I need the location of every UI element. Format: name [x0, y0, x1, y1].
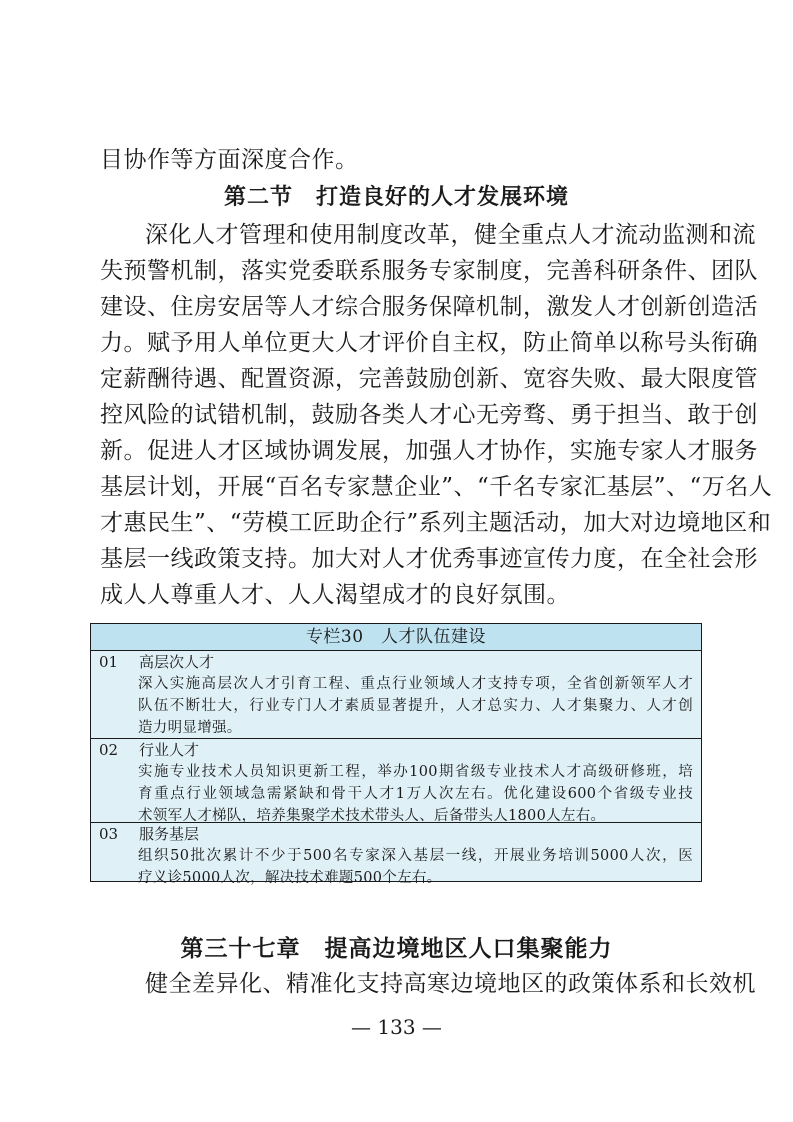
- paragraph-line: 新。促进人才区域协调发展，加强人才协作，实施专家人才服务: [100, 438, 758, 464]
- box-item-header: [91, 651, 701, 673]
- paragraph-line: 基层计划，开展“百名专家慧企业”、“千名专家汇基层”、“万名人: [100, 474, 773, 500]
- page-number: — 133 —: [351, 1015, 442, 1039]
- box-item-header: [91, 823, 701, 845]
- box-item: [91, 823, 701, 886]
- box-item-line: 队伍不断壮大，行业专门人才素质显著提升，人才总实力、人才集聚力、人才创: [138, 698, 693, 714]
- section-heading: 第二节 打造良好的人才发展环境: [223, 184, 569, 210]
- paragraph-line: 深化人才管理和使用制度改革，健全重点人才流动监测和流: [145, 222, 756, 248]
- box-item-header: [91, 739, 701, 761]
- box-item-line: 实施专业技术人员知识更新工程，举办100期省级专业技术人才高级研修班，培: [138, 764, 693, 780]
- paragraph-line: 基层一线政策支持。加大对人才优秀事迹宣传力度，在全社会形: [100, 546, 758, 572]
- paragraph-line: 定薪酬待遇、配置资源，完善鼓励创新、宽容失败、最大限度管: [100, 366, 758, 392]
- box-item-title: 服务基层: [139, 825, 200, 843]
- box-item-number: 01: [99, 653, 119, 671]
- box-item-line: 术领军人才梯队，培养集聚学术技术带头人、后备带头人1800人左右。: [138, 808, 606, 824]
- paragraph-line: 才惠民生”、“劳模工匠助企行”系列主题活动，加大对边境地区和: [100, 510, 772, 536]
- box-item: [91, 739, 701, 823]
- paragraph-line: 成人人尊重人才、人人渴望成才的良好氛围。: [100, 582, 570, 608]
- box-item-title: 高层次人才: [139, 653, 215, 671]
- box-item: [91, 651, 701, 739]
- box-item-number: 03: [99, 825, 119, 843]
- paragraph-line: 建设、住房安居等人才综合服务保障机制，激发人才创新创造活: [100, 294, 758, 320]
- box-item-line: 造力明显增强。: [138, 720, 242, 736]
- box-title: 专栏30 人才队伍建设: [91, 624, 701, 651]
- box-item-line: 疗义诊5000人次，解决技术难题500个左右。: [138, 870, 442, 886]
- chapter-first-line: 健全差异化、精准化支持高寒边境地区的政策体系和长效机: [145, 971, 756, 997]
- box-item-line: 组织50批次累计不少于500名专家深入基层一线，开展业务培训5000人次，医: [138, 848, 693, 864]
- continued-text-line: 目协作等方面深度合作。: [100, 147, 359, 173]
- paragraph-line: 失预警机制，落实党委联系服务专家制度，完善科研条件、团队: [100, 258, 758, 284]
- info-box-talent-team: [90, 623, 702, 886]
- box-item-line: 育重点行业领域急需紧缺和骨干人才1万人次左右。优化建设600个省级专业技: [138, 786, 693, 802]
- paragraph-line: 控风险的试错机制，鼓励各类人才心无旁骛、勇于担当、敢于创: [100, 402, 758, 428]
- chapter-heading: 第三十七章 提高边境地区人口集聚能力: [180, 935, 613, 962]
- paragraph-line: 力。赋予用人单位更大人才评价自主权，防止简单以称号头衔确: [100, 330, 758, 356]
- box-item-line: 深入实施高层次人才引育工程、重点行业领域人才支持专项，全省创新领军人才: [138, 676, 693, 692]
- box-item-title: 行业人才: [139, 741, 200, 759]
- box-item-number: 02: [99, 741, 119, 759]
